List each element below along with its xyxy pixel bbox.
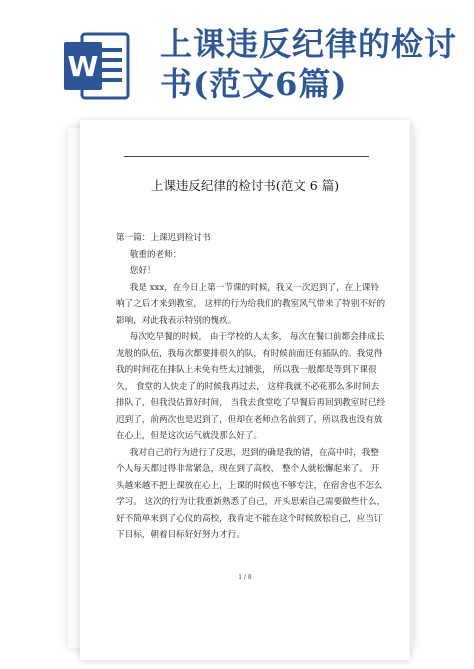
greeting: 您好！ — [129, 266, 156, 276]
document-body — [116, 230, 386, 544]
page-title: 上课违反纪律的检讨书(范文6篇) — [160, 25, 458, 103]
salutation: 敬重的老师： — [129, 249, 182, 260]
word-letter: W — [67, 50, 99, 83]
paragraph: 我对自己的行为进行了反思，迟到的确是我的错，在高中时，我整个人每天都过得非常紧急，现在到了高校， 整个人就松懈起来了。 开头越来越不把上课放在心上，上课的时候也不够专注，在宿舍也不怎么学习。 这次的行为让我重新熟悉了自己，开头思索自己需要做些什么，好不简单来到了心仪的高校，我肯定不能在这个时候放松自己，应当订下目标，朝着目标好好努力才行。 — [116, 447, 386, 540]
paragraph: 我是 xxx，在今日上第一节课的时候，我又一次迟到了，在上课铃响了之后才来到教室， 这样的行为给我们的教室风气带来了特别不好的影响，对此我表示特别的愧疚。 — [116, 282, 386, 326]
page-number: 1 / 8 — [238, 574, 252, 581]
word-doc-icon — [62, 30, 132, 102]
section-heading: 第一篇：上课迟到检讨书 — [116, 233, 211, 243]
document-title: 上课违反纪律的检讨书(范文 6 篇) — [150, 178, 340, 193]
page-header — [0, 0, 474, 118]
header-rule — [124, 156, 369, 157]
paragraph: 每次吃早餐的时候， 由于学校的人太多， 每次在餐口前都会排成长龙般的队伍，我每次都要排很久的队，有时候前面还有插队的。我觉得我的时间花在排队上未免有些太过铺张， 所以我一般都是等到下课很久， 食堂的人快走了的时候我再过去， 这样我就不必花那么多时间去排队了，但我没估算好时间， 当我去食堂吃了早餐后再回到教室时已经迟到了，前两次也是迟到了，但却在老师点名前到了，所以我也没有放在心上，但是这次运气就没那么好了。 — [116, 332, 386, 441]
document-page — [80, 120, 410, 660]
